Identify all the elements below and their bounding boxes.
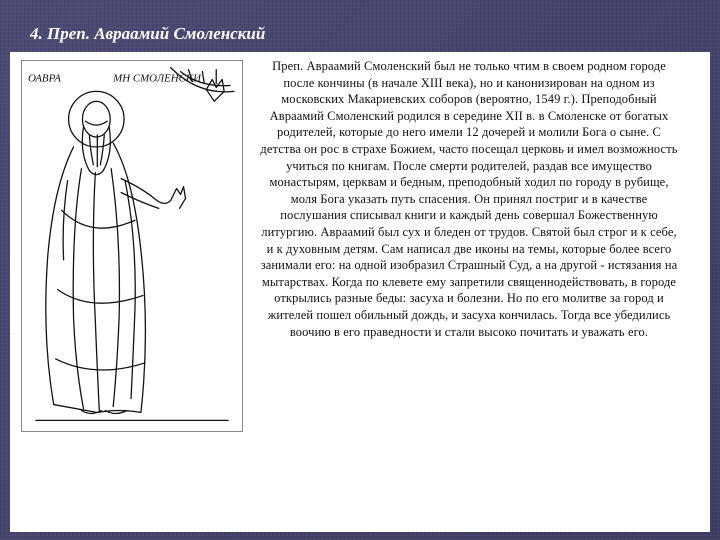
saint-icon-drawing [21,60,243,432]
body-text: Преп. Авраамий Смоленский был не только чтим в своем родном городе после кончины (в начале XIII века), но и канонизирован на одном из московских Макариевских соборов (вероятно, 1549 г.). Преподобный Авраамий Смоленский родился в середине XII в. в Смоленске от богатых родителей, которые до него имели 12 дочерей и молили Бога о сыне. С детства он рос в страхе Божием, часто посещал церковь и имел возможность учиться по книгам. После смерти родителей, раздав все имущество монастырям, церквам и бедным, преподобный ходил по городу в рубище, моля Бога указать путь спасения. Он принял постриг и в качестве послушания списывал книги и каждый день совершал Божественную литургию. Авраамий был сух и бледен от трудов. Святой был строг и к себе, и к духовным детям. Сам написал две иконы на темы, которые более всего занимали его: на одной изобразил Страшный Суд, а на другой - истязания на мытарствах. Когда по клевете ему запретили священнодействовать, в городе открылись разные беды: засуха и болезни. Но по его молитве за город и жителей пошел обильный дождь, и засуха кончилась. Тогда все убедились воочию в его праведности и стали высоко почитать и уважать его. [260,59,678,339]
inscription-left: ОАВРА [27,72,61,85]
halo [69,91,124,146]
content-panel [10,52,710,532]
beard [82,127,110,175]
inscription-right: МН СМОЛЕНСКИ [113,72,202,85]
slide-title: 4. Преп. Авраамий Смоленский [30,24,266,43]
